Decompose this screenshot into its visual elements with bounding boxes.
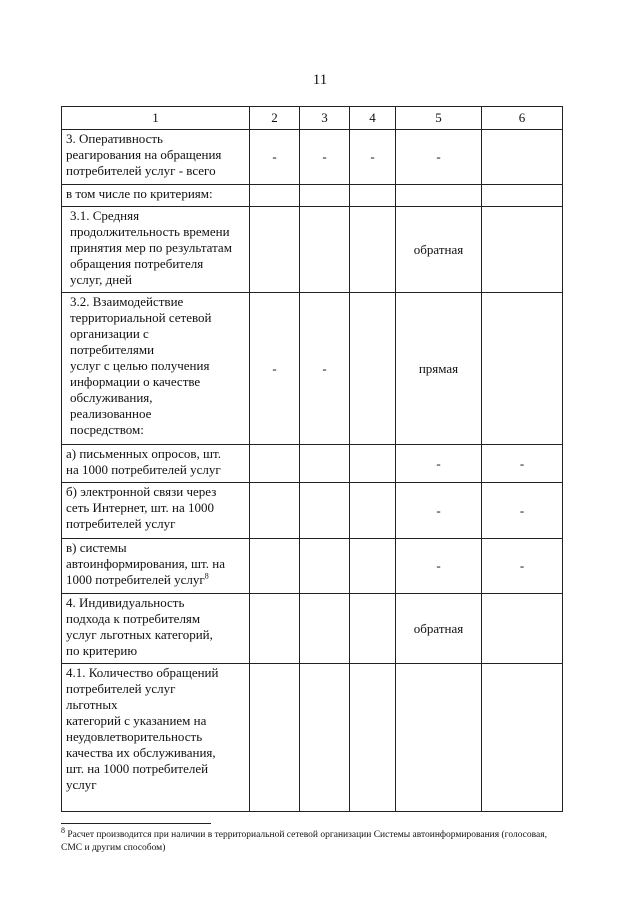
cell: - [482, 539, 563, 594]
table-row [62, 664, 563, 812]
row-label: 4. Индивидуальность подхода к потребителям услуг льготных категорий, по критерию [62, 594, 250, 664]
table-row [62, 207, 563, 293]
cell: - [250, 130, 300, 185]
table-row [62, 293, 563, 445]
header-cell-2: 2 [250, 107, 300, 130]
cell: обратная [396, 207, 482, 293]
row-label: 4.1. Количество обращений потребителей услуг льготных категорий с указанием на неудовлетворительность качества их обслуживания, шт. на 1000 потребителей услуг [62, 664, 250, 812]
cell [300, 207, 350, 293]
footnote-text: Расчет производится при наличии в территориальной сетевой организации Системы автоинформирования (голосовая, СМС и другим способом) [61, 830, 547, 853]
table-row [62, 483, 563, 539]
row-label: 3. Оперативность реагирования на обращения потребителей услуг - всего [62, 130, 250, 185]
cell [300, 594, 350, 664]
header-cell-5: 5 [396, 107, 482, 130]
cell [350, 445, 396, 483]
header-cell-4: 4 [350, 107, 396, 130]
cell [482, 594, 563, 664]
cell [300, 539, 350, 594]
cell [396, 185, 482, 207]
table-row [62, 185, 563, 207]
row-label: 3.1. Средняя продолжительность времени принятия мер по результатам обращения потребителя услуг, дней [62, 207, 250, 293]
cell [250, 539, 300, 594]
row-label: б) электронной связи через сеть Интернет, шт. на 1000 потребителей услуг [62, 483, 250, 539]
cell [482, 293, 563, 445]
cell [300, 483, 350, 539]
header-cell-1: 1 [62, 107, 250, 130]
cell [250, 664, 300, 812]
cell [350, 207, 396, 293]
row-label: в том числе по критериям: [62, 185, 250, 207]
cell [250, 445, 300, 483]
cell [250, 483, 300, 539]
cell: обратная [396, 594, 482, 664]
cell [250, 185, 300, 207]
cell [300, 664, 350, 812]
cell [350, 185, 396, 207]
criteria-table [61, 106, 563, 812]
cell: прямая [396, 293, 482, 445]
cell [250, 207, 300, 293]
cell [482, 207, 563, 293]
cell [350, 594, 396, 664]
footnote [61, 825, 566, 855]
cell [250, 594, 300, 664]
row-label-text: в) системы автоинформирования, шт. на 1000 потребителей услуг [66, 540, 225, 587]
cell [350, 483, 396, 539]
footnote-divider [61, 823, 211, 824]
cell [482, 130, 563, 185]
table-row [62, 130, 563, 185]
row-label [62, 539, 250, 594]
cell [482, 664, 563, 812]
cell: - [396, 445, 482, 483]
cell: - [300, 130, 350, 185]
table-row [62, 594, 563, 664]
cell: - [396, 483, 482, 539]
footnote-mark: 8 [61, 825, 65, 835]
row-label: 3.2. Взаимодействие территориальной сетевой организации с потребителями услуг с целью получения информации о качестве обслуживания, реализованное посредством: [62, 293, 250, 445]
cell [482, 185, 563, 207]
table-header-row [62, 107, 563, 130]
cell [350, 293, 396, 445]
cell: - [396, 130, 482, 185]
cell [396, 664, 482, 812]
cell: - [482, 483, 563, 539]
row-label: а) письменных опросов, шт. на 1000 потребителей услуг [62, 445, 250, 483]
cell: - [482, 445, 563, 483]
footnote-reference: 8 [204, 571, 209, 581]
cell [300, 185, 350, 207]
header-cell-3: 3 [300, 107, 350, 130]
cell: - [350, 130, 396, 185]
cell: - [250, 293, 300, 445]
cell: - [396, 539, 482, 594]
table-row [62, 445, 563, 483]
page-number: 11 [312, 72, 328, 88]
cell [350, 664, 396, 812]
header-cell-6: 6 [482, 107, 563, 130]
cell [300, 445, 350, 483]
cell: - [300, 293, 350, 445]
cell [350, 539, 396, 594]
table-row [62, 539, 563, 594]
